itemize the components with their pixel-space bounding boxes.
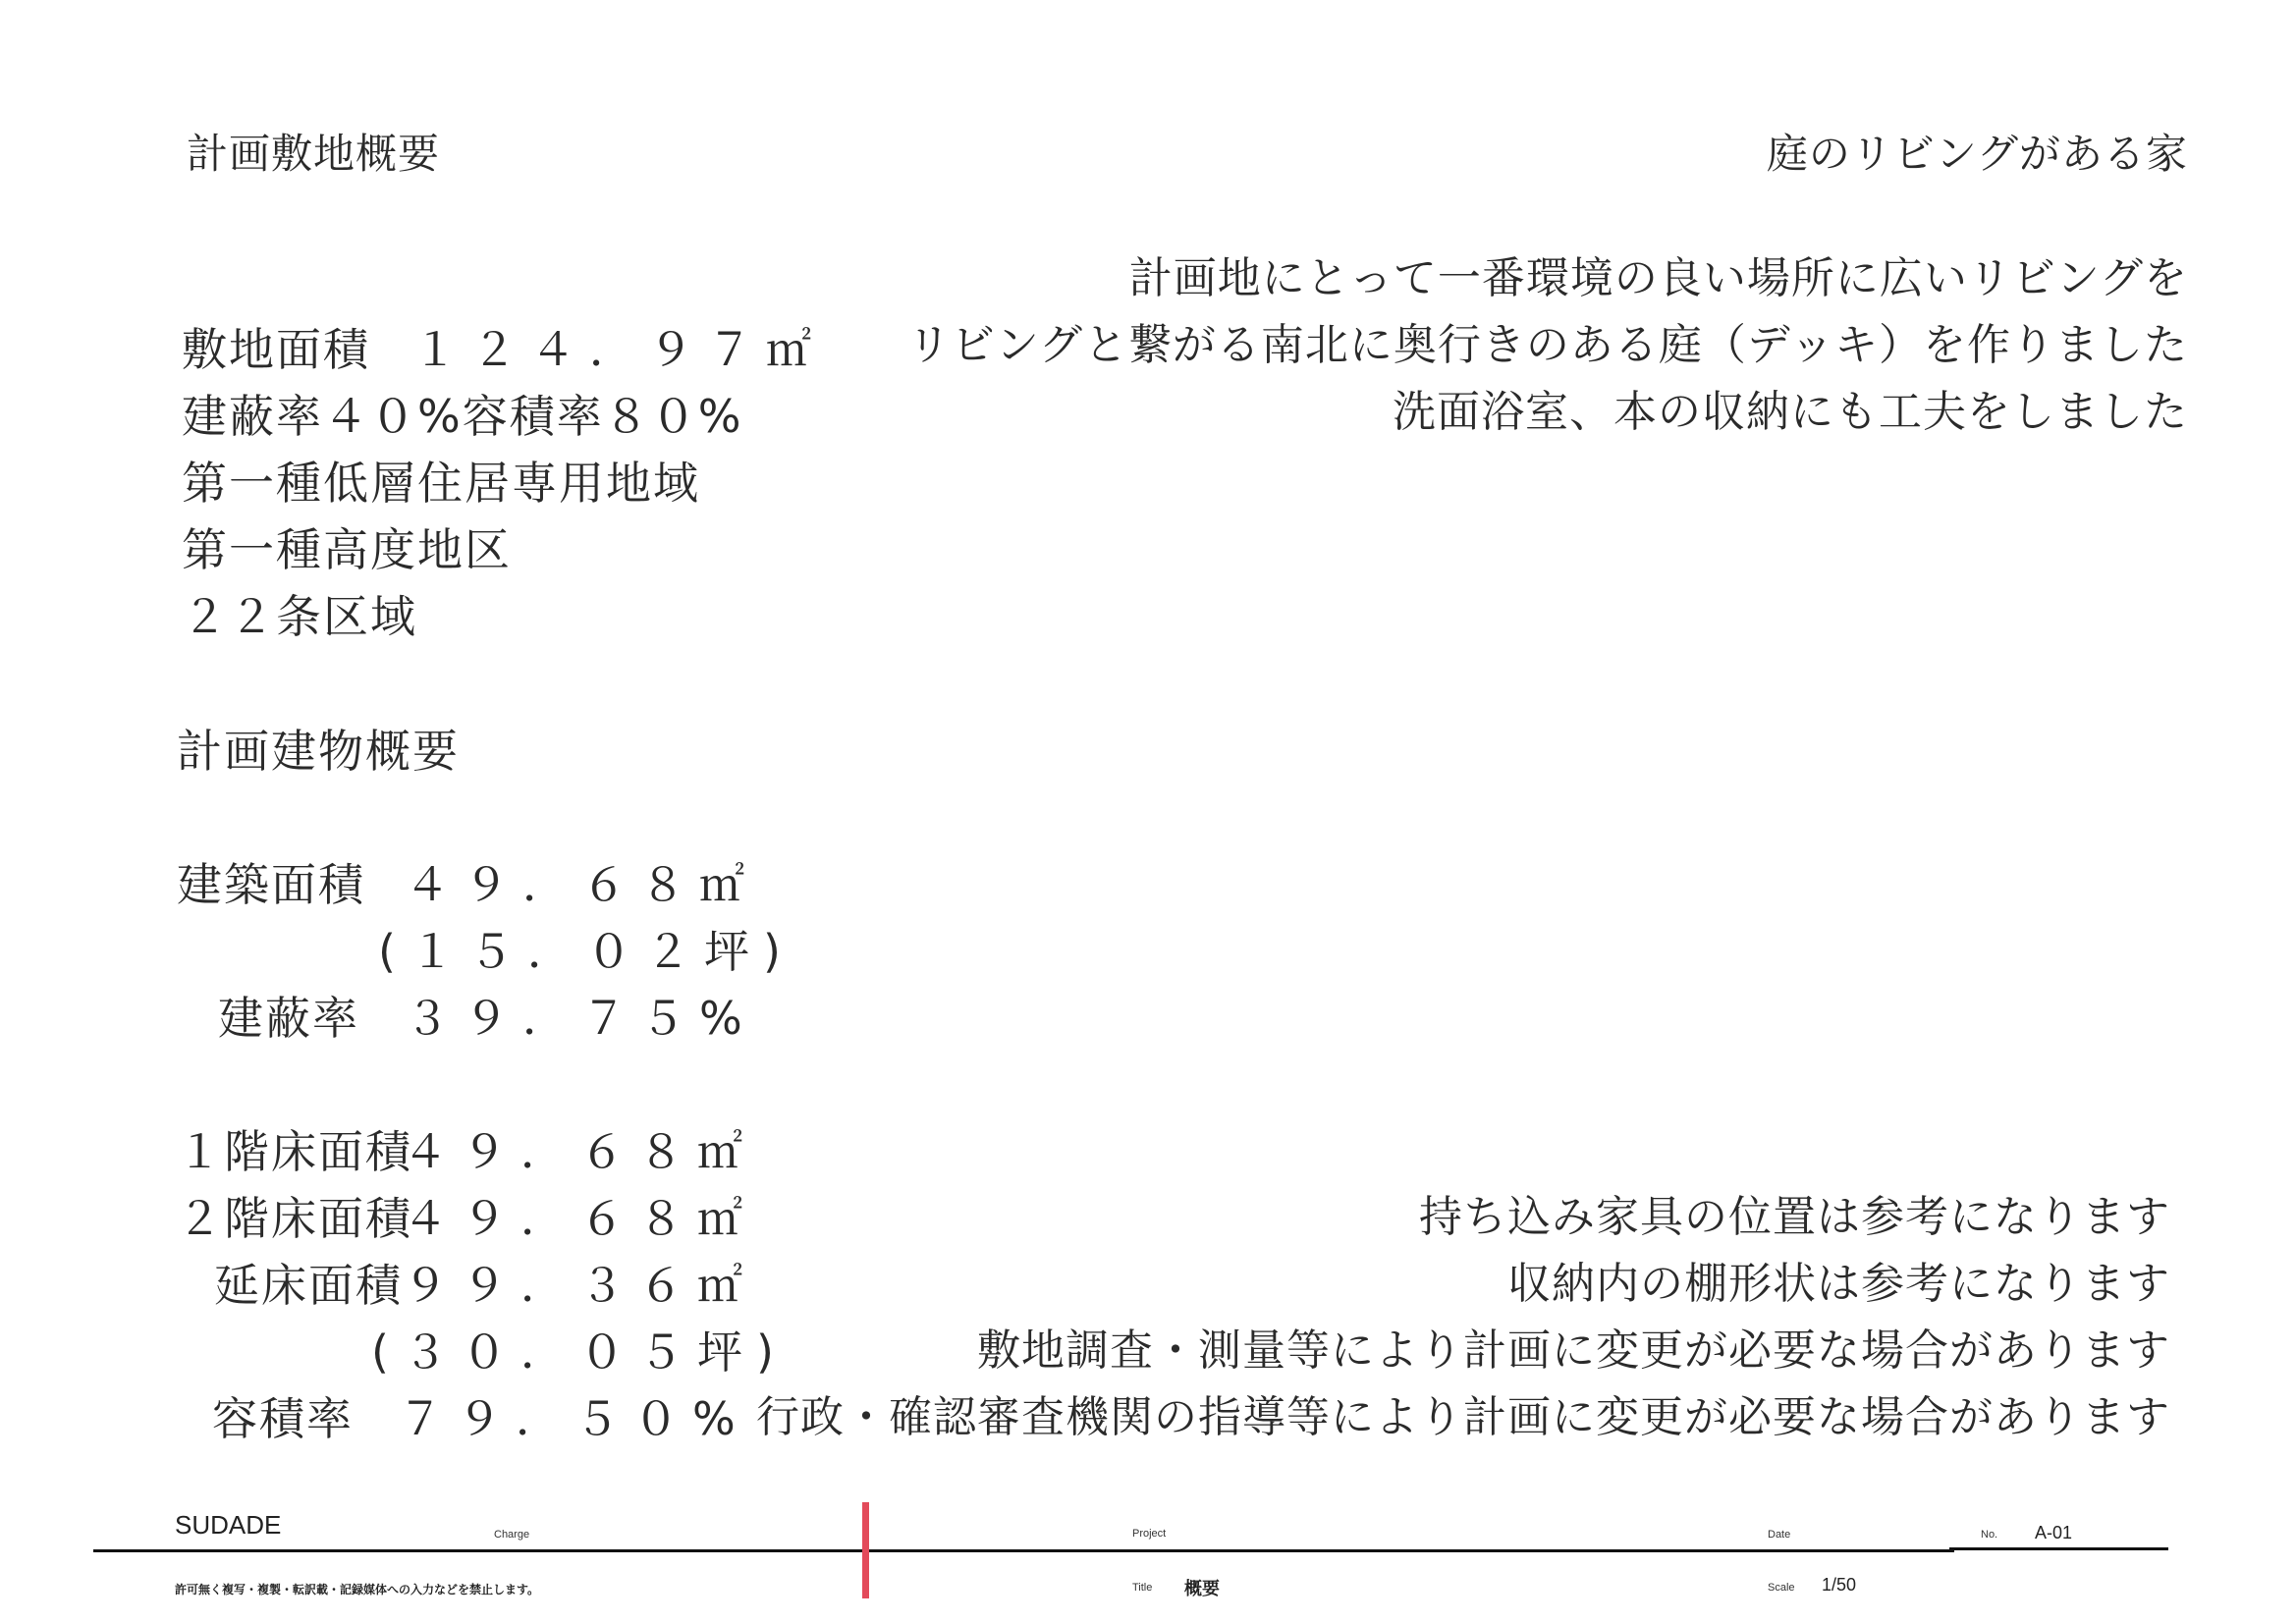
coverage-value: ３９．７５%	[405, 992, 756, 1045]
project-title: 庭のリビングがある家	[1766, 130, 2188, 178]
floor2-label: ２階床面積	[177, 1192, 412, 1245]
drawing-number: A-01	[2035, 1523, 2073, 1542]
accent-bar	[862, 1502, 869, 1598]
building-area-value: ４９．６８㎡	[405, 858, 758, 911]
title-block-no-line	[1949, 1547, 2168, 1550]
note-3: 敷地調査・測量等により計画に変更が必要な場合があります	[977, 1325, 2170, 1376]
coverage-label: 建蔽率	[218, 992, 359, 1045]
site-height-district: 第一種高度地区	[182, 523, 512, 576]
title-block-main-line	[93, 1549, 1954, 1552]
total-floor-value: ９９．３６㎡	[403, 1259, 756, 1312]
concept-line-1: 計画地にとって一番環境の良い場所に広いリビングを	[1128, 253, 2188, 303]
title-label: Title	[1132, 1582, 1153, 1594]
project-label: Project	[1132, 1528, 1167, 1540]
date-label: Date	[1768, 1529, 1791, 1541]
note-4: 行政・確認審査機関の指導等により計画に変更が必要な場合があります	[756, 1392, 2170, 1442]
drawing-title: 概要	[1184, 1579, 1220, 1599]
building-area-tsubo: (１５．０２坪)	[378, 925, 794, 978]
total-floor-tsubo: (３０．０５坪)	[371, 1325, 788, 1379]
building-overview-heading: 計画建物概要	[177, 725, 460, 778]
concept-line-3: 洗面浴室、本の収納にも工夫をしました	[1393, 387, 2188, 437]
far-label: 容積率	[212, 1392, 354, 1445]
no-label: No.	[1981, 1529, 1998, 1541]
company-name: SUDADE	[175, 1510, 282, 1540]
charge-label: Charge	[494, 1529, 530, 1541]
note-2: 収納内の棚形状は参考になります	[1507, 1259, 2170, 1309]
scale-label: Scale	[1768, 1582, 1795, 1594]
site-article: ２２条区域	[182, 590, 417, 643]
copyright-notice: 許可無く複写・複製・転訳載・記録媒体への入力などを禁止します。	[175, 1583, 540, 1596]
scale-value: 1/50	[1822, 1575, 1857, 1595]
floor1-value: ４９．６８㎡	[403, 1125, 756, 1178]
site-zone: 第一種低層住居専用地域	[182, 457, 700, 510]
site-overview-heading: 計画敷地概要	[187, 130, 441, 178]
floor1-label: １階床面積	[177, 1125, 412, 1178]
site-area-label: 敷地面積	[182, 323, 370, 376]
total-floor-label: 延床面積	[214, 1259, 403, 1312]
building-area-label: 建築面積	[177, 858, 365, 911]
far-value: ７９．５０%	[398, 1392, 749, 1445]
concept-line-2: リビングと繋がる南北に奥行きのある庭（デッキ）を作りました	[906, 320, 2188, 370]
site-ratios: 建蔽率４０%容積率８０%	[182, 390, 743, 443]
note-1: 持ち込み家具の位置は参考になります	[1419, 1192, 2170, 1242]
site-area-value: １２４．９７㎡	[412, 323, 825, 376]
floor2-value: ４９．６８㎡	[403, 1192, 756, 1245]
